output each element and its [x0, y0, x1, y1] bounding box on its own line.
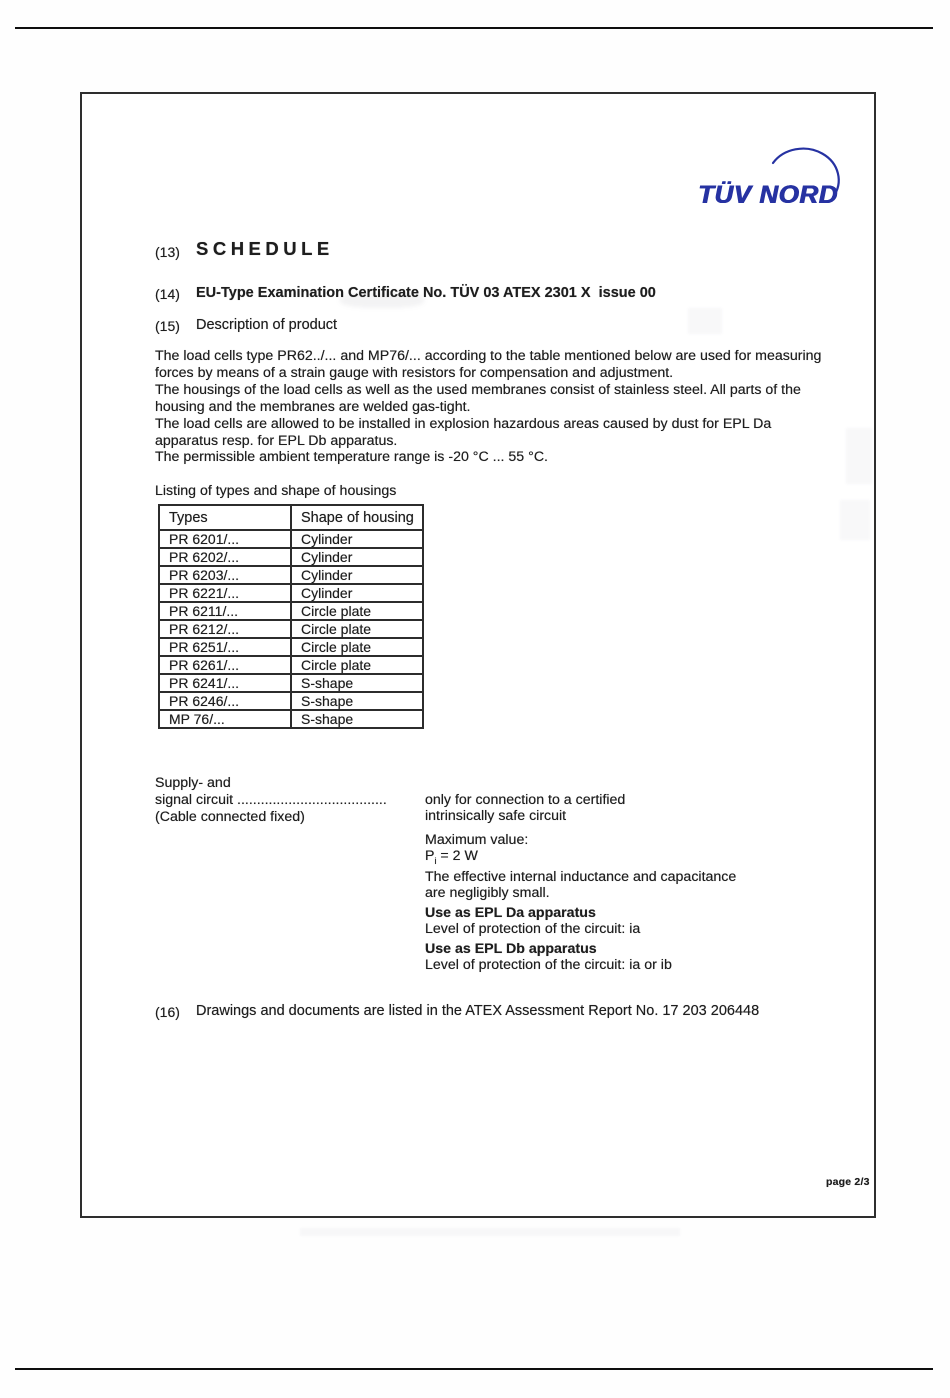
product-description: [155, 348, 821, 466]
section-13-number: (13): [155, 244, 180, 260]
table-row: [159, 548, 423, 566]
bottom-rule: [15, 1368, 933, 1370]
housing-table-body: [159, 530, 423, 728]
table-row: [159, 602, 423, 620]
supply-circuit-label: [155, 775, 387, 826]
epl-db-title: Use as EPL Db apparatus: [425, 940, 597, 957]
max-power-line: [425, 848, 736, 869]
type-cell: PR 6202/...: [159, 548, 291, 566]
description-line: housing and the membranes are welded gas-tight.: [155, 398, 471, 415]
table-row: [159, 710, 423, 728]
description-heading: Description of product: [196, 317, 338, 333]
power-symbol: P: [425, 848, 435, 864]
section-14-number: (14): [155, 286, 180, 302]
shape-cell: Circle plate: [291, 602, 423, 620]
effective-values-line2: are negligibly small.: [425, 884, 550, 901]
type-cell: PR 6261/...: [159, 656, 291, 674]
type-cell: PR 6246/...: [159, 692, 291, 710]
table-row: [159, 566, 423, 584]
certified-circuit-line2: intrinsically safe circuit: [425, 808, 567, 824]
types-column-header: Types: [159, 505, 291, 530]
shape-cell: S-shape: [291, 692, 423, 710]
type-cell: MP 76/...: [159, 710, 291, 728]
section-16-number: (16): [155, 1004, 180, 1020]
shape-cell: Cylinder: [291, 530, 423, 548]
description-line: The load cells type PR62../... and MP76/... according to the table mentioned below are used for measuring: [155, 348, 822, 364]
description-line: The load cells are allowed to be installed in explosion hazardous areas caused by dust for EPL Da: [155, 415, 772, 432]
shape-cell: Circle plate: [291, 656, 423, 674]
tuv-nord-logo: TÜV NORD: [698, 181, 838, 209]
type-cell: PR 6241/...: [159, 674, 291, 692]
power-subscript: i: [434, 855, 437, 866]
schedule-heading: SCHEDULE: [196, 238, 334, 259]
supply-label-line: (Cable connected fixed): [155, 809, 305, 825]
type-cell: PR 6203/...: [159, 566, 291, 584]
shape-cell: S-shape: [291, 710, 423, 728]
type-cell: PR 6201/...: [159, 530, 291, 548]
scan-patch: [300, 1228, 680, 1236]
supply-label-line: signal circuit ......................................: [155, 792, 387, 808]
housing-types-table: [158, 504, 424, 729]
table-row: [159, 620, 423, 638]
table-caption: Listing of types and shape of housings: [155, 483, 397, 499]
table-row: [159, 530, 423, 548]
shape-cell: Cylinder: [291, 566, 423, 584]
epl-da-level: Level of protection of the circuit: ia: [425, 920, 641, 937]
table-row: [159, 584, 423, 602]
scan-patch: [840, 500, 870, 540]
table-header-row: [159, 505, 423, 530]
scan-patch: [846, 428, 872, 484]
certificate-number-heading: EU-Type Examination Certificate No. TÜV 03 ATEX 2301 X issue 00: [196, 285, 656, 301]
drawings-documents-line: Drawings and documents are listed in the ATEX Assessment Report No. 17 203 206448: [196, 1003, 760, 1019]
page-number: page 2/3: [826, 1176, 870, 1188]
shape-cell: Cylinder: [291, 548, 423, 566]
shape-column-header: Shape of housing: [291, 505, 423, 530]
description-line: The housings of the load cells as well as the used membranes consist of stainless steel. All parts of the: [155, 381, 801, 398]
section-15-number: (15): [155, 318, 180, 334]
certified-circuit-line1: only for connection to a certified: [425, 792, 626, 808]
epl-db-level: Level of protection of the circuit: ia or ib: [425, 956, 672, 973]
maximum-value-label: Maximum value:: [425, 832, 529, 848]
top-rule: [15, 27, 933, 29]
type-cell: PR 6211/...: [159, 602, 291, 620]
supply-circuit-details: [425, 792, 736, 973]
type-cell: PR 6212/...: [159, 620, 291, 638]
scan-patch: [688, 308, 722, 334]
description-line: apparatus resp. for EPL Db apparatus.: [155, 432, 398, 449]
shape-cell: Circle plate: [291, 620, 423, 638]
table-row: [159, 692, 423, 710]
table-row: [159, 638, 423, 656]
table-row: [159, 656, 423, 674]
epl-da-title: Use as EPL Da apparatus: [425, 904, 596, 921]
table-row: [159, 674, 423, 692]
power-value: = 2 W: [436, 848, 478, 864]
type-cell: PR 6251/...: [159, 638, 291, 656]
shape-cell: Cylinder: [291, 584, 423, 602]
supply-label-line: Supply- and: [155, 775, 231, 791]
type-cell: PR 6221/...: [159, 584, 291, 602]
description-line: The permissible ambient temperature range is -20 °C ... 55 °C.: [155, 449, 549, 466]
shape-cell: S-shape: [291, 674, 423, 692]
description-line: forces by means of a strain gauge with resistors for compensation and adjustment.: [155, 364, 674, 381]
effective-values-line1: The effective internal inductance and capacitance: [425, 868, 737, 885]
shape-cell: Circle plate: [291, 638, 423, 656]
